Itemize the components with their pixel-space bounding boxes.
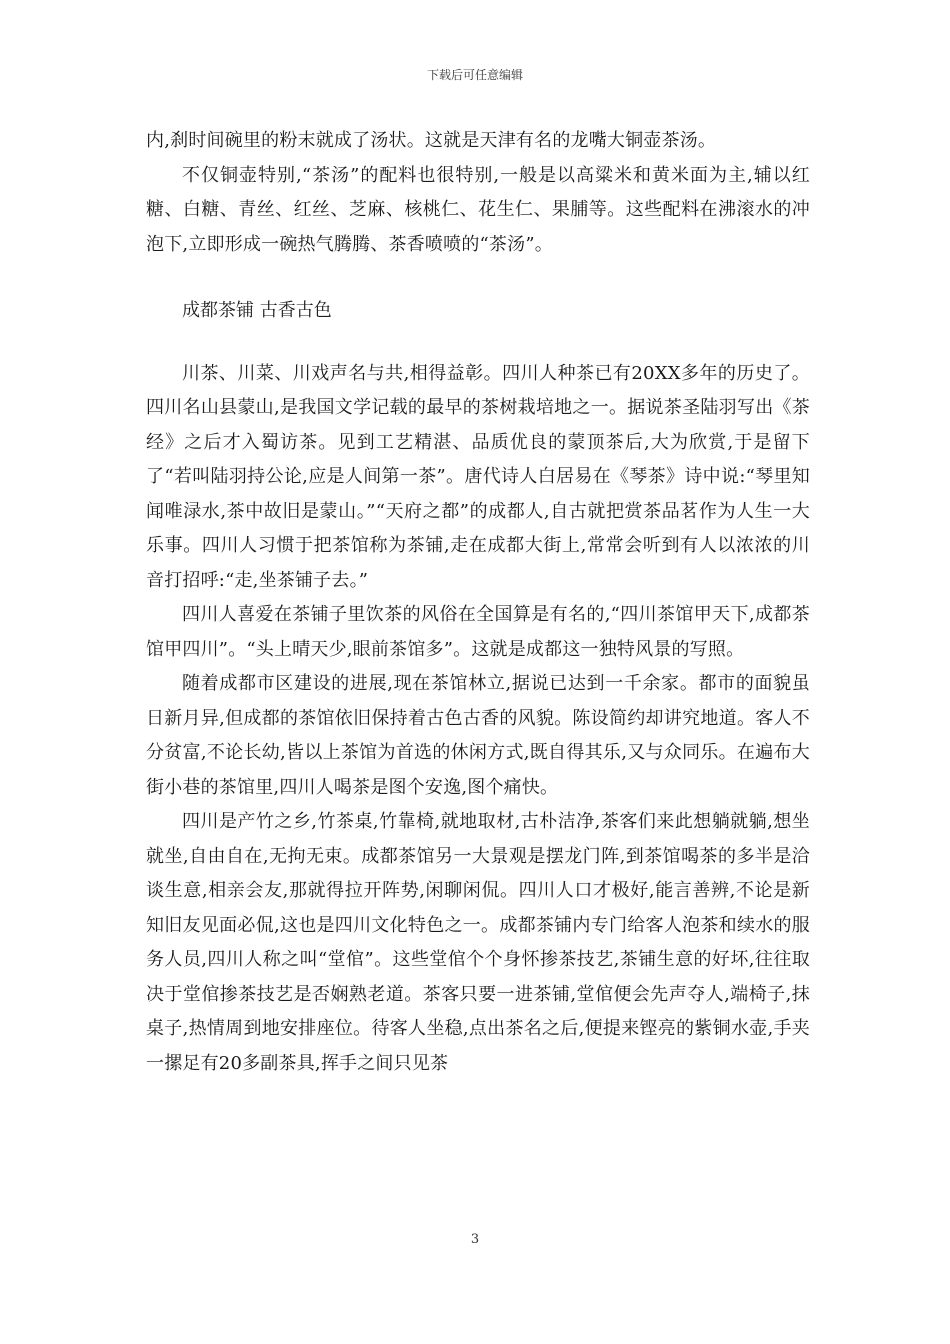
- page-header: 下载后可任意编辑: [426, 68, 523, 82]
- paragraph-tea-soup-ingredients: 不仅铜壶特别,“茶汤”的配料也很特别,一般是以高粱米和黄米面为主,辅以红糖、白糖、青丝、红丝、芝麻、核桃仁、花生仁、果脯等。这些配料在沸滚水的冲泡下,立即形成一碗热气腾腾、茶香喷喷的“茶汤”。: [146, 164, 810, 255]
- paragraph-city-teahouses: 随着成都市区建设的进展,现在茶馆林立,据说已达到一千余家。都市的面貌虽日新月异,但成都的茶馆依旧保持着古色古香的风貌。陈设简约却讲究地道。客人不分贫富,不论长幼,皆以上茶馆为首选的休闲方式,既自得其乐,又与众同乐。在遍布大街小巷的茶馆里,四川人喝茶是图个安逸,图个痛快。: [146, 673, 810, 798]
- paragraph-sichuan-tea-history: 川茶、川菜、川戏声名与共,相得益彰。四川人种茶已有20XX多年的历史了。四川名山县蒙山,是我国文学记载的最早的茶树栽培地之一。据说茶圣陆羽写出《茶经》之后才入蜀访茶。见到工艺精湛、品质优良的蒙顶茶后,大为欣赏,于是留下了“若叫陆羽持公论,应是人间第一茶”。唐代诗人白居易在《琴茶》诗中说:“琴里知闻唯渌水,茶中故旧是蒙山。”“天府之都”的成都人,自古就把赏茶品茗作为人生一大乐事。四川人习惯于把茶馆称为茶铺,走在成都大街上,常常会听到有人以浓浓的川音打招呼:“走,坐茶铺子去。”: [146, 362, 810, 591]
- paragraph-bamboo-and-tangguan: 四川是产竹之乡,竹茶桌,竹靠椅,就地取材,古朴洁净,茶客们来此想躺就躺,想坐就坐,自由自在,无拘无束。成都茶馆另一大景观是摆龙门阵,到茶馆喝茶的多半是洽谈生意,相亲会友,那就得拉开阵势,闲聊闲侃。四川人口才极好,能言善辨,不论是新知旧友见面必侃,这也是四川文化特色之一。成都茶铺内专门给客人泡茶和续水的服务人员,四川人称之叫“堂倌”。这些堂倌个个身怀掺茶技艺,茶铺生意的好坏,往往取决于堂倌掺茶技艺是否娴熟老道。茶客只要一进茶铺,堂倌便会先声夺人,端椅子,抹桌子,热情周到地安排座位。待客人坐稳,点出茶名之后,便提来铿亮的紫铜水壶,手夹一摞足有20多副茶具,挥手之间只见茶: [146, 811, 810, 1074]
- section-heading: 成都茶铺 古香古色: [182, 300, 332, 321]
- document-body: [146, 124, 810, 1081]
- page-number: 3: [470, 1232, 480, 1247]
- paragraph-continuation: 内,刹时间碗里的粉末就成了汤状。这就是天津有名的龙嘴大铜壶茶汤。: [146, 130, 717, 151]
- paragraph-teahouse-custom: 四川人喜爱在茶铺子里饮茶的风俗在全国算是有名的,“四川茶馆甲天下,成都茶馆甲四川”。“头上晴天少,眼前茶馆多”。这就是成都这一独特风景的写照。: [146, 604, 810, 660]
- paragraph-spacer: [146, 262, 810, 294]
- paragraph-spacer: [146, 329, 810, 357]
